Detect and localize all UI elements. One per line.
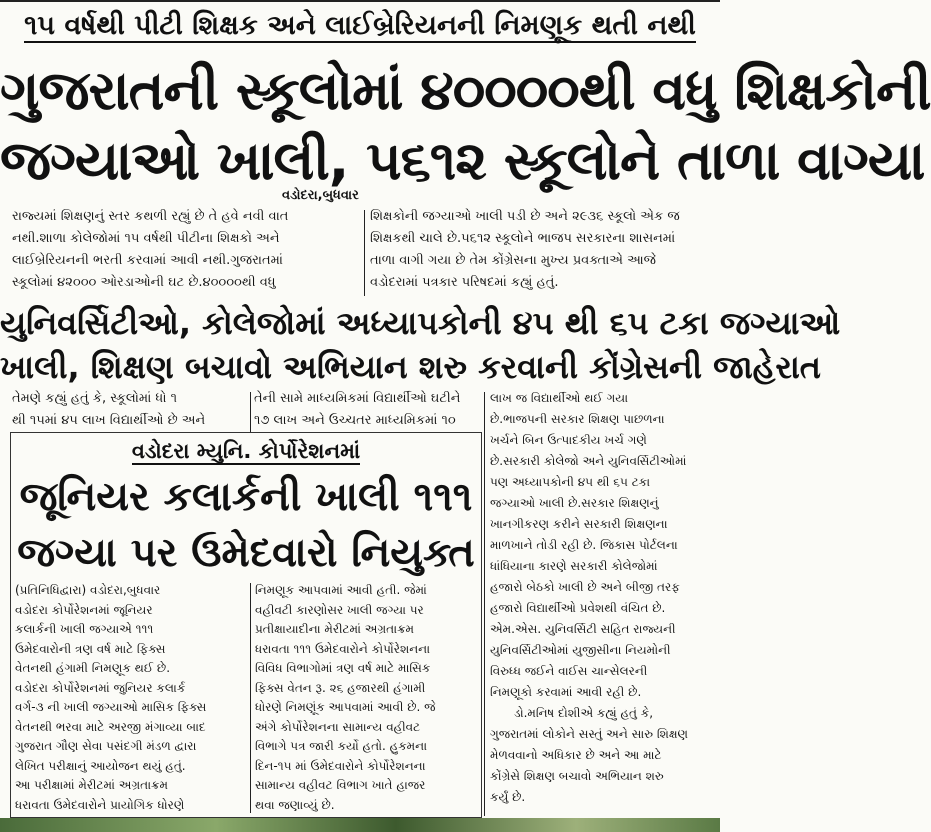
box-kicker: વડોદરા મ્યુનિ. કોર્પોરેશનમાં xyxy=(131,439,361,463)
story2-column-2: તેની સામે માધ્યમિકમાં વિદ્યાર્થીઓ ઘટીને ૧૭ લાખ અને ઉચ્ચતર માધ્યમિકમાં ૧૦ xyxy=(254,391,461,428)
column-divider xyxy=(250,583,251,813)
story1-column-2: શિક્ષકોની જગ્યાઓ ખાલી પડી છે અને ૨૯૩૬ સ્કૂલો એક જ શિક્ષકથી ચાલે છે.૫૬૧૨ સ્કૂલોને ભાજપ સરકારના શાસનમાં તાળા વાગી ગયા છે તેમ કોંગ્રેસના મુખ્ય પ્રવક્તાએ આજે વડોદરામાં પત્રકાર પરિષદમાં કહ્યું હતું. xyxy=(370,209,680,290)
story2-column-3: લાખ જ વિદ્યાર્થીઓ થઈ ગયા છે.ભાજપની સરકાર શિક્ષણ પાછળના ખર્ચને બિન ઉત્પાદકીય ખર્ચ ગણે છે.સરકારી કોલેજો અને યુનિવર્સિટીઓમાં પણ અધ્યાપકોની ૪૫ થી ૬૫ ટકા જગ્યાઓ ખાલી છે.સરકાર શિક્ષણનું ખાનગીકરણ કરીને સરકારી શિક્ષણના માળખાને તોડી રહી છે. જિકાસ પોર્ટલના ધાંધિયાના કારણે સરકારી કોલેજોમાં હજારો બેઠકો ખાલી છે અને બીજી તરફ હજારો વિદ્યાર્થીઓ પ્રવેશથી વંચિત છે. એમ.એસ. યુનિવર્સિટી સહિત રાજ્યની યુનિવર્સિટીઓમાં યુજીસીના નિયમોની વિરુધ્ધ જઈને વાઈસ ચાન્સેલરની નિમણૂકો કરવામાં આવી રહી છે. ડો.મનિષ દોશીએ કહ્યું હતું કે, ગુજરાતમાં લોકોને સસ્તું અને સારુ શિક્ષણ મેળવવાનો અધિકાર છે અને આ માટે કોંગ્રેસે શિક્ષણ બચાવો અભિયાન શરુ કર્યું છે. xyxy=(490,391,688,804)
box-headline-line-1: જૂનિયર કલાર્કની ખાલી ૧૧૧ xyxy=(19,474,473,520)
story1-column-1: રાજ્યમાં શિક્ષણનું સ્તર કથળી રહ્યું છે તે હવે નવી વાત નથી.શાળા કોલેજોમાં ૧૫ વર્ષથી પીટીના શિક્ષકો અને લાઈબ્રેરિયનની ભરતી કરવામાં આવી નથી.ગુજરાતમાં સ્કૂલોમાં ૪૨૦૦૦ ઓરડાઓની ઘટ છે.૪૦૦૦૦થી વધુ xyxy=(12,209,289,290)
news-box xyxy=(10,432,482,818)
box-headline-line-2: જગ્યા પર ઉમેદવારો નિયુક્ત xyxy=(17,530,475,576)
story2-column-1: તેમણે કહ્યું હતું કે, સ્કૂલોમાં ધો ૧ થી ૧૫માં ૪૫ લાખ વિદ્યાર્થીઓ છે અને xyxy=(12,391,206,428)
box-column-1: (પ્રતિનિધિદ્વારા) વડોદરા,બુધવાર વડોદરા કોર્પોરેશનમાં જૂનિયર કલાર્કની ખાલી જગ્યાએ ૧૧૧ ઉમેદવારોની ત્રણ વર્ષ માટે ફિક્સ વેતનથી હંગામી નિમણૂક થઈ છે. વડોદરા કોર્પોરેશનમાં જુનિયર કલાર્ક વર્ગ-૩ ની ખાલી જગ્યાઓ માસિક ફિક્સ વેતનથી ભરવા માટે અરજી મંગાવ્યા બાદ ગુજરાત ગૌણ સેવા પસંદગી મંડળ દ્વારા લેખિત પરીક્ષાનું આયોજન થયું હતું. આ પરીક્ષામાં મેરીટમાં અગ્રતાક્રમ ધરાવતા ઉમેદવારોને પ્રાયોગિક ધોરણે xyxy=(15,583,207,812)
headline-line-1: ગુજરાતની સ્કૂલોમાં ૪૦૦૦૦થી વધુ શિક્ષકોની xyxy=(0,59,931,122)
subhead-line-1: યુનિવર્સિટીઓ, કોલેજોમાં અધ્યાપકોની ૪૫ થી ૬૫ ટકા જગ્યાઓ xyxy=(0,304,841,342)
column-divider xyxy=(484,392,485,816)
column-divider xyxy=(250,392,251,432)
top-rule xyxy=(0,0,720,2)
photo-strip xyxy=(0,818,720,832)
headline-line-2: જગ્યાઓ ખાલી, ૫૬૧૨ સ્કૂલોને તાળા વાગ્યા xyxy=(0,129,925,192)
subhead-line-2: ખાલી, શિક્ષણ બચાવો અભિયાન શરુ કરવાની કોંગ્રેસની જાહેરાત xyxy=(0,348,822,386)
dateline: વડોદરા,બુધવાર xyxy=(282,188,359,203)
column-divider xyxy=(364,210,365,296)
kicker-headline: ૧૫ વર્ષથી પીટી શિક્ષક અને લાઈબ્રેરિયનની નિમણૂક થતી નથી xyxy=(24,10,696,41)
box-column-2: નિમણૂક આપવામાં આવી હતી. જેમાં વહીવટી કારણોસર ખાલી જગ્યા પર પ્રતીક્ષાયાદીના મેરીટમાં અગ્રતાક્રમ ધરાવતા ૧૧૧ ઉમેદવારોને કોર્પોરેશનના વિવિધ વિભાગોમાં ત્રણ વર્ષ માટે માસિક ફિક્સ વેતન રૂ. ૨૬ હજારથી હંગામી ધોરણે નિમણૂંક આપવામાં આવી છે. જે અંગે કોર્પોરેશનના સામાન્ય વહીવટ વિભાગે પત્ર જારી કર્યો હતો. હુકમના દિન-૧૫ માં ઉમેદવારોને કોર્પોરેશનના સામાન્ય વહીવટ વિભાગ ખાતે હાજર થવા જણાવ્યું છે. xyxy=(255,583,436,812)
